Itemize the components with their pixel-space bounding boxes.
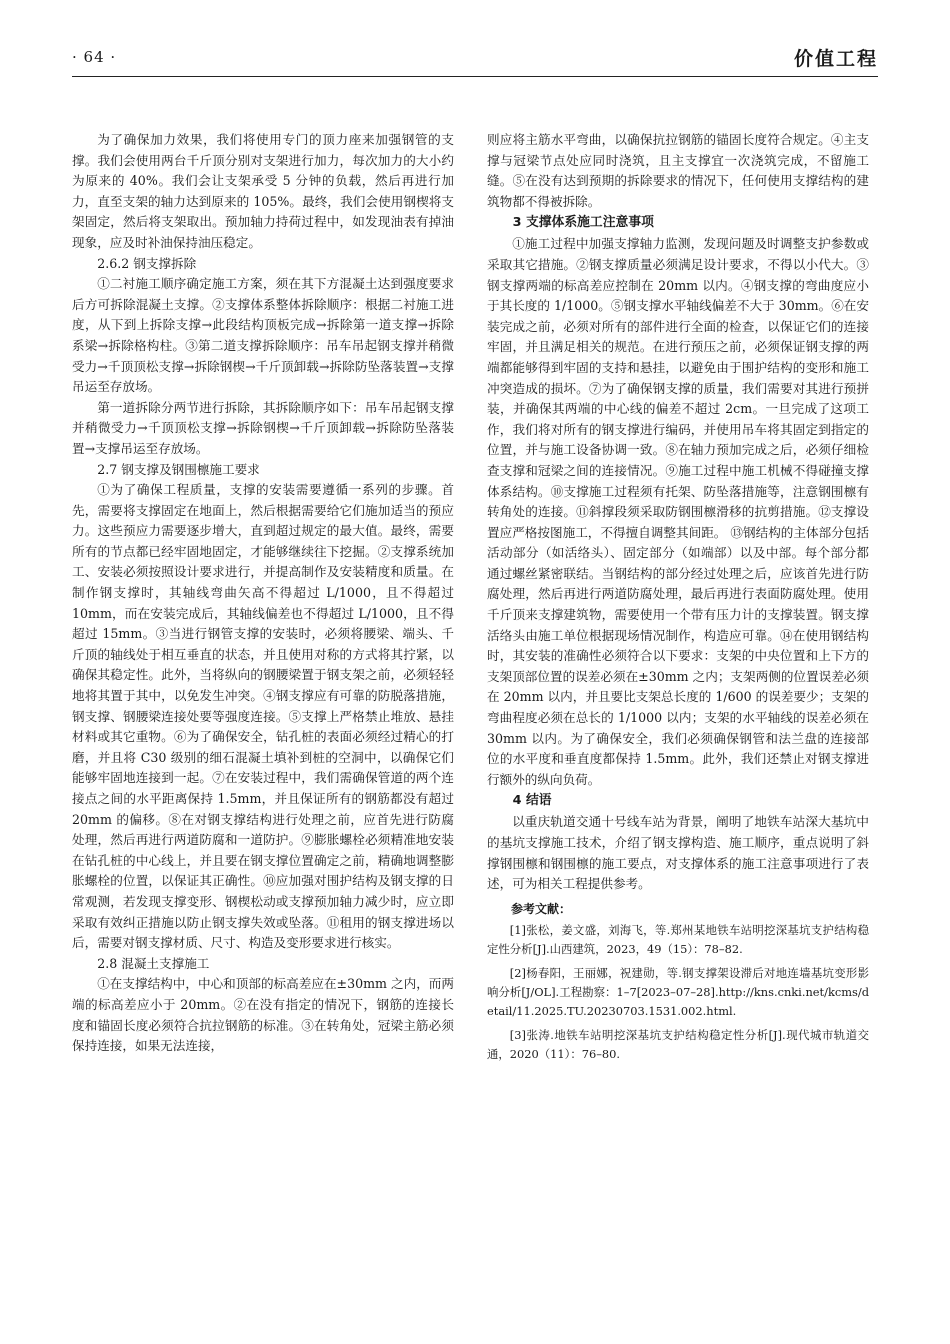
reference-item: [2]杨春阳，王丽娜，祝建勋，等.钢支撑架设滞后对地连墙基坑变形影响分析[J/OL].工程勘察：1–7[2023–07–28].http://kns.cnki.net/kcms/detail/11.2025.TU.20230703.1531.002.html. — [487, 966, 869, 1019]
section-heading-4: 4 结语 — [512, 793, 552, 809]
paragraph: 以重庆轨道交通十号线车站为背景，阐明了地铁车站深大基坑中的基坑支撑施工技术，介绍了钢支撑构造、施工顺序，重点说明了斜撑钢围檩和钢围檩的施工要点，对支撑体系的施工注意事项进行了表述，可为相关工程提供参考。 — [487, 814, 869, 892]
journal-name: 价值工程 — [793, 48, 878, 70]
paragraph-continued: 则应将主筋水平弯曲，以确保抗拉钢筋的锚固长度符合规定。④主支撑与冠梁节点处应同时浇筑，且主支撑宜一次浇筑完成，不留施工缝。⑤在没有达到预期的拆除要求的情况下，任何使用支撑结构的建筑物都不得被拆除。 — [487, 132, 869, 209]
section-heading-2-8: 2.8 混凝土支撑施工 — [97, 955, 210, 971]
section-heading-3: 3 支撑体系施工注意事项 — [512, 215, 654, 231]
references-title: 参考文献： — [511, 901, 572, 916]
reference-item: [1]张松，姜文盛，刘海飞，等.郑州某地铁车站明挖深基坑支护结构稳定性分析[J].山西建筑，2023，49（15）：78–82. — [487, 923, 869, 957]
section-heading-2-7: 2.7 钢支撑及钢围檩施工要求 — [97, 461, 260, 477]
paragraph: ①施工过程中加强支撑轴力监测，发现问题及时调整支护参数或采取其它措施。②钢支撑质量必须满足设计要求，不得以小代大。③钢支撑两端的标高差应控制在 20mm 以内。④钢支撑的弯曲度应小于其长度的 1/1000。⑤钢支撑水平轴线偏差不大于 30mm。⑥在安装完成之前，必须对所有的部件进行全面的检查，以保证它们的连接牢固，并且满足相关的规范。在进行预压之前，必须保证钢支撑的两端都能够得到牢固的支持和悬挂，以避免由于围护结构的变形和施工冲突造成的损坏。⑦为了确保钢支撑的质量，我们需要对其进行预拼装，并确保其两端的中心线的偏差不超过 2cm。一旦完成了这项工作，我们将对所有的钢支撑进行编码，并使用吊车将其固定到指定的位置，并与施工设备协调一致。⑧在轴力预加完成之后，必须仔细检查支撑和冠梁之间的连接情况。⑨施工过程中施工机械不得碰撞支撑体系结构。⑩支撑施工过程须有托架、防坠落措施等，注意钢围檩有转角处的连接。⑪斜撑段须采取防钢围檩滑移的抗剪措施。⑫支撑设置应严格按图施工，不得擅自调整其间距。 ⑬钢结构的主体部分包括活动部分（如活络头）、固定部分（如端部）以及中部。每个部分都通过螺丝紧密联结。当钢结构的部分经过处理之后，应该首先进行防腐处理，然后再进行两道防腐处理，最后再进行表面防腐处理。使用千斤顶来支撑建筑物，需要使用一个带有压力计的支撑装置。钢支撑活络头由施工单位根据现场情况制作，构造应可靠。⑭在使用钢结构时，其安装的准确性必须符合以下要求：支架的中央位置和上下方的支架顶部位置的误差必须在±30mm 之内；支架两侧的位置误差必须在 20mm 以内，并且要比支架总长度的 1/600 的误差要少；支架的弯曲程度必须在总长的 1/1000 以内；支架的水平轴线的误差必须在 30mm 以内。为了确保安全，我们必须确保钢管和法兰盘的连接部位的水平度和垂直度都保持 1.5mm。此外，我们还禁止对钢支撑进行额外的纵向负荷。 — [487, 236, 869, 787]
section-heading-2-6-2: 2.6.2 钢支撑拆除 — [97, 255, 197, 271]
header-rule — [72, 76, 878, 77]
paragraph: ①为了确保工程质量，支撑的安装需要遵循一系列的步骤。首先，需要将支撑固定在地面上，然后根据需要给它们施加适当的预应力。这些预应力需要逐步增大，直到超过规定的最大值。最终，需要所有的节点都已经牢固地固定，才能够继续往下挖掘。②支撑系统加工、安装必须按照设计要求进行，并提高制作及安装精度和质量。在制作钢支撑时，其轴线弯曲矢高不得超过 L/1000，且不得超过 10mm，而在安装完成后，其轴线偏差也不得超过 L/1000，且不得超过 15mm。③当进行钢管支撑的安装时，必须将腰梁、端头、千斤顶的轴线处于相互垂直的状态，并且使用对称的方式将其拧紧，以确保其稳定性。此外，当将纵向的钢腰梁置于钢支架之前，必须轻轻地将其置于其中，以免发生冲突。④钢支撑应有可靠的防脱落措施，钢支撑、钢腰梁连接处要等强度连接。⑤支撑上严格禁止堆放、悬挂材料或其它重物。⑥为了确保安全，钻孔桩的表面必须经过精心的打磨，并且将 C30 级别的细石混凝土填补到桩的空洞中，以确保它们能够牢固地连接到一起。⑦在安装过程中，我们需确保管道的两个连接点之间的水平距离保持 1.5mm，并且保证所有的钢筋都没有超过 20mm 的偏移。⑧在对钢支撑结构进行处理之前，应首先进行防腐处理，然后再进行两道防腐和一道防护。⑨膨胀螺栓必须精准地安装在钻孔桩的中心线上，并且要在钢支撑位置确定之前，精确地调整膨胀螺栓的位置，以保证其正确性。⑩应加强对围护结构及钢支撑的日常观测，若发现支撑变形、钢楔松动或支撑预加轴力减少时，应立即采取有效纠正措施以防止钢支撑失效或坠落。⑪租用的钢支撑进场以后，需要对钢支撑材质、尺寸、构造及变形要求进行核实。 — [72, 482, 454, 951]
paragraph: ①二衬施工顺序确定施工方案，须在其下方混凝土达到强度要求后方可拆除混凝土支撑。②支撑体系整体拆除顺序：根据二衬施工进度，从下到上拆除支撑→此段结构顶板完成→拆除第一道支撑→拆除系梁→拆除格构柱。③第二道支撑拆除顺序：吊车吊起钢支撑并稍微受力→千顶顶松支撑→拆除钢楔→千斤顶卸载→拆除防坠落装置→支撑吊运至存放场。 — [72, 276, 454, 395]
right-column — [487, 130, 869, 1069]
paragraph: ①在支撑结构中，中心和顶部的标高差应在±30mm 之内，而两端的标高差应小于 20mm。②在没有指定的情况下，钢筋的连接长度和锚固长度必须符合抗拉钢筋的标准。③在转角处，冠梁主筋必须保持连接，如果无法连接， — [72, 976, 454, 1054]
reference-item: [3]张涛.地铁车站明挖深基坑支护结构稳定性分析[J].现代城市轨道交通，2020（11）：76–80. — [487, 1028, 869, 1062]
page-header — [72, 42, 878, 74]
paragraph: 为了确保加力效果，我们将使用专门的顶力座来加强钢管的支撑。我们会使用两台千斤顶分别对支架进行加力，每次加力的大小约为原来的 40%。我们会让支架承受 5 分钟的负载，然后再进行加力，直至支架的轴力达到原来的 105%。最终，我们会使用钢楔将支架固定，然后将支架取出。预加轴力持荷过程中，如发现油表有掉油现象，应及时补油保持油压稳定。 — [72, 132, 454, 250]
paragraph: 第一道拆除分两节进行拆除，其拆除顺序如下：吊车吊起钢支撑并稍微受力→千顶顶松支撑→拆除钢楔→千斤顶卸载→拆除防坠落装置→支撑吊运至存放场。 — [72, 399, 454, 456]
left-column — [72, 130, 454, 1057]
page-number: · 64 · — [72, 48, 117, 66]
